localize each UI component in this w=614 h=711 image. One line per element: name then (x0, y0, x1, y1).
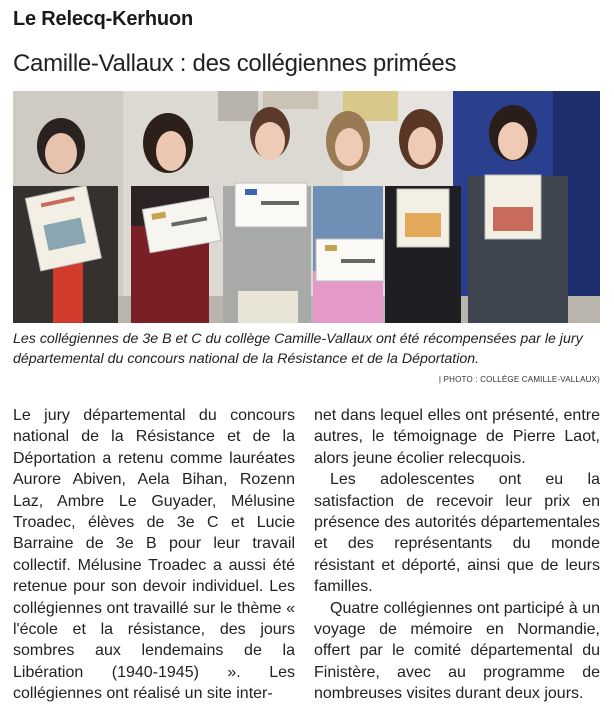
group-photo-illustration (13, 91, 600, 323)
article-body-right-column (314, 405, 600, 705)
body-paragraph: net dans lequel elles ont présenté, entre autres, le témoignage de Pierre Laot, alors jeune écolier relecquois. (314, 407, 600, 467)
body-paragraph: Quatre collégiennes ont participé à un voyage de mémoire en Normandie, offert par le comité départemental du Finistère, avec au programme de nombreuses visites durant deux jours. (314, 599, 600, 703)
body-paragraph: Le jury départemental du concours national de la Résistance et de la Déportation a retenu comme lauréates Aurore Abiven, Aela Bihan, Rozenn Laz, Ambre Le Guyader, Mélusine Troadec, élèves de 3e C et Lucie Barraine de 3e B pour leur travail collectif. Mélusine Troadec a aussi été retenue pour son devoir individuel. Les collégiennes ont travaillé sur le thème « l'école et la résistance, des jours sombres aux lendemains de la Libération (1940-1945) ». Les collégiennes ont réalisé un site inter- (13, 407, 295, 703)
article-body-left-column (13, 405, 295, 705)
photo-credit: | PHOTO : COLLÈGE CAMILLE-VALLAUX) (438, 375, 600, 384)
article-photo (13, 91, 600, 323)
article-kicker: Le Relecq-Kerhuon (13, 8, 193, 30)
article-headline: Camille-Vallaux : des collégiennes primées (13, 50, 457, 77)
photo-caption: Les collégiennes de 3e B et C du collège Camille-Vallaux ont été récompensées par le jury départemental du concours national de la Résistance et de la Déportation. (13, 331, 583, 367)
body-paragraph: Les adolescentes ont eu la satisfaction de recevoir leur prix en présence des autorités départementales et des représentants du monde résistant et déporté, ainsi que de leurs familles. (314, 471, 600, 596)
